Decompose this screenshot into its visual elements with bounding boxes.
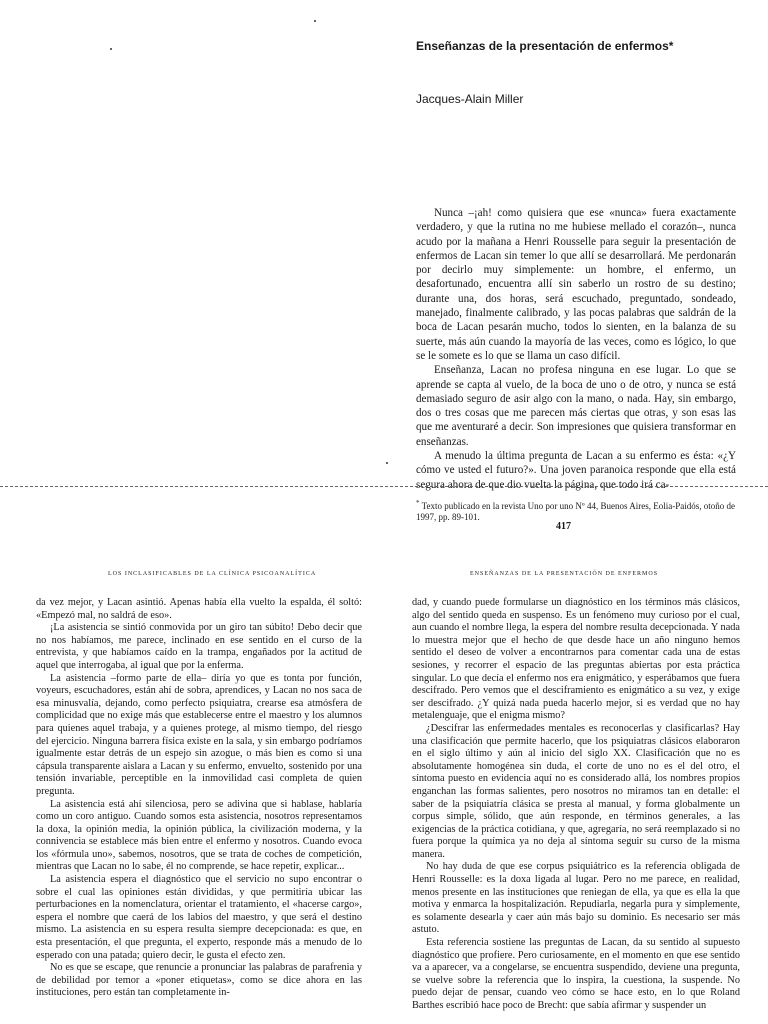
paragraph: No es que se escape, que renuncie a pronunciar las palabras de parafrenia y de debilidad por temor a «poner etiquetas», como se dice ahora en las instituciones, pero están tan completamente in- (36, 962, 362, 999)
left-column (36, 597, 362, 1000)
scan-speck (110, 48, 112, 50)
paragraph: da vez mejor, y Lacan asintió. Apenas había ella vuelto la espalda, él soltó: «Empezó mal, no saldrá de eso». (36, 597, 362, 621)
footnote-mark: * (416, 499, 420, 507)
paragraph: ¡La asistencia se sintió conmovida por un giro tan súbito! Debo decir que no nos habíamos, me parece, inclinado en ese sentido en el curso de la entrevista, y que habíamos caído en la trampa, engañados por la actitud de aquel que interrogaba, al igual que por la enferma. (36, 622, 362, 671)
running-header-right: ENSEÑANZAS DE LA PRESENTACIÓN DE ENFERMOS (470, 571, 659, 577)
intro-text (416, 206, 736, 492)
paragraph: Esta referencia sostiene las preguntas de Lacan, da su sentido al supuesto diagnóstico que profiere. Pero curiosamente, en el momento en que ese sentido va a aparecer, va a congelarse, se encuentra suspendido, deviene una pregunta, se vuelve sobre la referencia que lo inspira, la cuestiona, la suspende. No puedo dejar de pensar, cuando veo cómo se hace esto, en lo que Roland Barthes escribió hace poco de Brecht: que sabía afirmar y suspender un (412, 937, 740, 1011)
scan-speck (386, 462, 388, 464)
running-header-left: LOS INCLASIFICABLES DE LA CLÍNICA PSICOANALÍTICA (108, 571, 317, 577)
paragraph: No hay duda de que ese corpus psiquiátrico es la referencia obligada de Henri Rousselle: es la doxa ligada al lugar. Pero no me parece, en realidad, menos presente en las instituciones que reniegan de ella, ya que es ella la que motiva y enmarca la hospitalización. Repudiarla, negarla pura y simplemente, es solamente desearla y caer aún más bajo su dominio. Es necesario ser más astuto. (412, 861, 740, 936)
footnote-text: Texto publicado en la revista Uno por uno Nº 44, Buenos Aires, Eolia-Paidós, otoño de 1997, pp. 89-101. (416, 501, 735, 522)
article-author: Jacques-Alain Miller (416, 92, 524, 106)
right-column (412, 597, 740, 1013)
page-number: 417 (556, 521, 571, 532)
paragraph: dad, y cuando puede formularse un diagnóstico en los términos más clásicos, algo del sentido queda en suspenso. Es un fenómeno muy curioso por el cual, aun cuando el nombre llega, la espera del nombre resulta decepcionada. Y nada lo muestra mejor que el hecho de que desde hace un año ninguno hemos sentido el deseo de volver a encontrarnos para comentar cada una de estas sesiones, y recorrer el espacio de las preguntas abiertas por esta práctica singular. Lo que decía el enfermo nos era enigmático, y esperábamos que fuera descifrado. Pero vemos que el desciframiento es enigmático a su vez, y exige ser descifrado. ¿Y quizá nada pueda hacerlo mejor, si es verdad que no hay metalenguaje, que el enigma mismo? (412, 597, 740, 722)
paragraph: La asistencia –formo parte de ella– diría yo que es tonta por función, voyeurs, escuchadores, están ahí de sobra, aprendices, y Lacan no nos saca de esa minusvalía, dejando, como perfecto psiquiatra, crearse esa atmósfera de complicidad que no exige más que establecerse entre el maestro y los alumnos para quienes aquel trabaja, y a quienes protege, al mismo tiempo, del riesgo del ejercicio. Ninguna barrera física existe en la sala, y sin embargo podríamos igualmente estar detrás de un espejo sin azogue, o más bien es como si una cápsula transparente aislara a Lacan y su enfermo, envuelto, sostenido por una tensión invariable, perceptible en la inmovilidad casi completa de quien pregunta. (36, 672, 362, 797)
paragraph: Nunca –¡ah! como quisiera que ese «nunca» fuera exactamente verdadero, y que la rutina no me hubiese mellado el corazón–, nunca acudo por la mañana a Henri Rousselle para seguir la presentación de enfermos de Lacan sin temer lo que allí se desarrollará. Me perdonarán por decirlo muy simplemente: un hombre, el enfermo, un desafortunado, encuentra allí sin saberlo un rostro de su destino; durante una, dos horas, será escuchado, preguntado, sondeado, manejado, finalmente calibrado, y las pocas palabras que saldrán de la boca de Lacan pesarán mucho, todos lo sienten, en la balanza de su suerte, más aún cuando la mayoría de las veces, como es lógico, lo que se le somete es lo que se llama un caso difícil. (416, 207, 736, 362)
footnote (416, 498, 736, 523)
paragraph: La asistencia espera el diagnóstico que el servicio no supo encontrar o sobre el cual las opiniones están divididas, y que permitiría ubicar las perturbaciones en la nomenclatura, orientar el tratamiento, el «hacerse cargo», espera el nombre que caerá de los labios del maestro, y que será el destino mismo. La asistencia en su espera resulta siempre decepcionada: es que, en esta presentación, el que pregunta, el experto, responde más a menudo de lo esperado con una patada; quiero decir, le gusta el efecto zen. (36, 874, 362, 961)
article-title: Enseñanzas de la presentación de enfermos* (416, 39, 674, 53)
page-divider (0, 486, 768, 487)
paragraph: A menudo la última pregunta de Lacan a su enfermo es ésta: «¿Y cómo ve usted el futuro?». Una joven paranoica responde que ella está segura ahora de que dio vuelta la página, que todo irá ca- (416, 450, 736, 491)
scan-speck (314, 20, 316, 22)
paragraph: La asistencia está ahí silenciosa, pero se adivina que si hablase, hablaría como un coro antiguo. Cuando somos esta asistencia, nosotros representamos la doxa, la opinión media, la opinión pública, la civilización moderna, y la connivencia se establece más bien entre el enfermo y nosotros. Cuando evoca los «fórmula uno», sabemos, nosotros, que se trata de coches de competición, mientras que Lacan no lo sabe, él no comprende, se hace repetir, explicar... (36, 798, 362, 873)
paragraph: Enseñanza, Lacan no profesa ninguna en ese lugar. Lo que se aprende se capta al vuelo, de la boca de uno o de otro, y nunca se está demasiado seguro de asir algo con la mano, o nada. Hay, sin embargo, dos o tres cosas que me parecen más ciertas que otras, y son esas las que me aventuraré a decir. Son impresiones que quisiera transformar en enseñanzas. (416, 364, 736, 448)
paragraph: ¿Descifrar las enfermedades mentales es reconocerlas y clasificarlas? Hay una clasificación que permite hacerlo, que los psiquiatras clásicos elaboraron en el siglo último y aún al inicio del siglo XX. Clasificación que no es absolutamente homogénea sin duda, el corte de uno no es el del otro, el síntoma puesto en evidencia aquí no es considerado allá, los nombres propios enganchan las formas salientes, pero nosotros no miramos tan en detalle: el saber de la psiquiatría clásica se presta al manual, y forma globalmente un corpus simple, sólido, que aún responde, en términos generales, a las exigencias de la práctica cotidiana, y que, agregaría, no será reemplazado si no fuera porque la química ya no deja al síntoma seguir su curso de la misma manera. (412, 722, 740, 860)
